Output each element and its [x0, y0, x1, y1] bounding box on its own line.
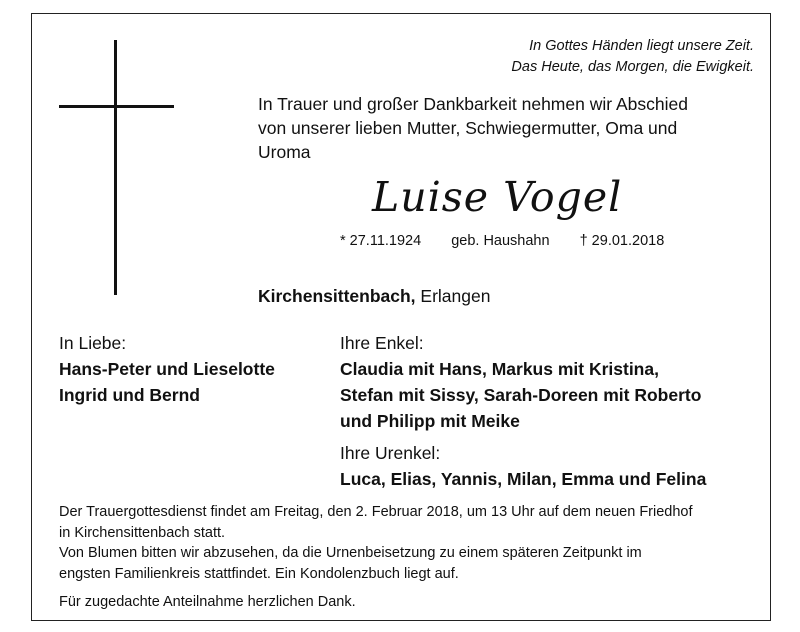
death-date: † 29.01.2018 [579, 233, 665, 249]
flowers-line: Von Blumen bitten wir abzusehen, da die Urnenbeisetzung zu einem späteren Zeitpunkt im [59, 545, 642, 561]
mourners-grandchildren [340, 330, 760, 492]
intro-line: von unserer lieben Mutter, Schwiegermutter, Oma und [258, 118, 678, 138]
intro-text [258, 92, 758, 164]
motto [511, 36, 754, 78]
children-name: Ingrid und Bernd [59, 385, 200, 405]
service-line: Der Trauergottesdienst findet am Freitag, den 2. Februar 2018, um 13 Uhr auf dem neuen Friedhof [59, 504, 693, 520]
motto-line: Das Heute, das Morgen, die Ewigkeit. [511, 59, 754, 75]
cross-icon [114, 40, 117, 295]
service-line: in Kirchensittenbach statt. [59, 524, 226, 541]
location-secondary: Erlangen [420, 286, 491, 306]
grandchildren-line: Claudia mit Hans, Markus mit Kristina, [340, 359, 659, 379]
maiden-name: geb. Haushahn [451, 233, 550, 249]
grandchildren-line: und Philipp mit Meike [340, 411, 520, 431]
grandchildren-heading: Ihre Enkel: [340, 333, 424, 353]
service-notice [59, 502, 749, 613]
location-primary: Kirchensittenbach, [258, 286, 416, 306]
flowers-line: engsten Familienkreis stattfindet. Ein Kondolenzbuch liegt auf. [59, 565, 459, 582]
children-name: Hans-Peter und Lieselotte [59, 359, 275, 379]
great-grandchildren-line: Luca, Elias, Yannis, Milan, Emma und Felina [340, 469, 707, 489]
mourners-children [59, 330, 275, 408]
great-grandchildren-heading: Ihre Urenkel: [340, 443, 441, 463]
deceased-name: Luise Vogel [372, 173, 623, 221]
cross-icon-bar [59, 105, 174, 108]
children-heading: In Liebe: [59, 333, 127, 353]
thanks-line: Für zugedachte Anteilnahme herzlichen Dank. [59, 594, 356, 610]
life-dates [340, 231, 664, 251]
intro-line: Uroma [258, 142, 311, 162]
birth-date: * 27.11.1924 [340, 233, 422, 249]
location [258, 285, 490, 307]
motto-line: In Gottes Händen liegt unsere Zeit. [529, 38, 754, 54]
grandchildren-line: Stefan mit Sissy, Sarah-Doreen mit Roberto [340, 385, 702, 405]
intro-line: In Trauer und großer Dankbarkeit nehmen wir Abschied [258, 94, 688, 114]
